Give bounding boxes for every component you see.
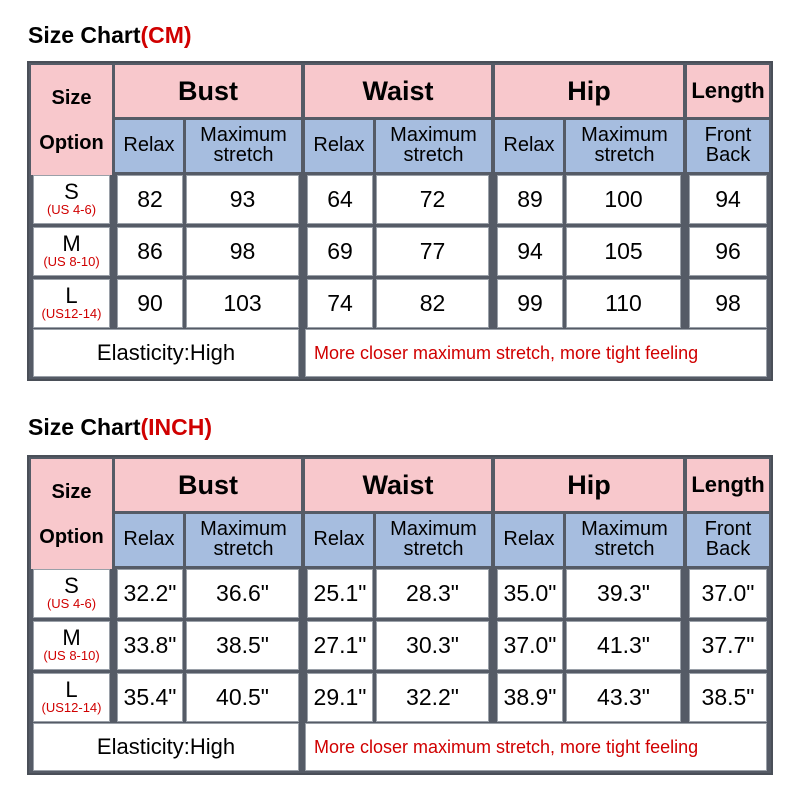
table-cell: 103 [186, 279, 299, 328]
size-header-label: Size [51, 480, 92, 503]
us-size: (US 8-10) [43, 254, 100, 270]
bust-relax-header: Relax [115, 120, 183, 172]
table-cell: 86 [117, 227, 183, 276]
table-cell: 35.0" [497, 569, 563, 618]
max-line1: Maximum [200, 124, 287, 147]
bust-max-header [186, 120, 301, 172]
table-cell: 38.9" [497, 673, 563, 722]
elasticity-label: Elasticity:High [33, 329, 299, 377]
waist-relax-header: Relax [305, 120, 373, 172]
stretch-note: More closer maximum stretch, more tight feeling [305, 723, 767, 771]
chart-title-text: Size Chart [28, 414, 141, 440]
max-line2: stretch [594, 144, 655, 166]
length-front-back-header [687, 120, 769, 172]
max-line2: stretch [403, 538, 464, 560]
hip-max-header [566, 514, 683, 566]
table-cell: 96 [689, 227, 767, 276]
table-cell: 36.6" [186, 569, 299, 618]
table-cell: 99 [497, 279, 563, 328]
max-line2: stretch [213, 144, 274, 166]
table-cell: 110 [566, 279, 681, 328]
waist-max-header [376, 120, 491, 172]
table-cell: 90 [117, 279, 183, 328]
max-line1: Maximum [200, 518, 287, 541]
table-cell: 28.3" [376, 569, 489, 618]
table-cell: 94 [689, 175, 767, 224]
front-label: Front [704, 518, 752, 541]
max-line1: Maximum [390, 124, 477, 147]
size-table-cm [27, 61, 773, 381]
hip-relax-header: Relax [495, 120, 563, 172]
back-label: Back [705, 538, 751, 560]
max-line2: stretch [213, 538, 274, 560]
max-line2: stretch [403, 144, 464, 166]
table-cell: 82 [376, 279, 489, 328]
table-cell: 89 [497, 175, 563, 224]
table-cell: 64 [307, 175, 373, 224]
size-table-inch [27, 455, 773, 775]
hip-max-header [566, 120, 683, 172]
us-size: (US 4-6) [46, 596, 97, 612]
max-line1: Maximum [581, 124, 668, 147]
size-header-label: Size [51, 86, 92, 109]
bust-header: Bust [115, 459, 301, 511]
bust-max-header [186, 514, 301, 566]
hip-relax-header: Relax [495, 514, 563, 566]
table-cell: 38.5" [186, 621, 299, 670]
max-line2: stretch [594, 538, 655, 560]
us-size: (US12-14) [41, 306, 102, 322]
hip-header: Hip [495, 65, 683, 117]
table-cell: 27.1" [307, 621, 373, 670]
back-label: Back [705, 144, 751, 166]
table-cell: 37.0" [497, 621, 563, 670]
table-cell: 98 [689, 279, 767, 328]
table-cell: 40.5" [186, 673, 299, 722]
table-cell: 32.2" [117, 569, 183, 618]
size-option-header [31, 459, 112, 569]
table-cell: 69 [307, 227, 373, 276]
table-cell: 38.5" [689, 673, 767, 722]
table-cell: 33.8" [117, 621, 183, 670]
size-letter: M [62, 231, 81, 257]
table-cell: 35.4" [117, 673, 183, 722]
stretch-note: More closer maximum stretch, more tight feeling [305, 329, 767, 377]
table-cell: 29.1" [307, 673, 373, 722]
table-cell: 37.0" [689, 569, 767, 618]
table-cell: 105 [566, 227, 681, 276]
size-cell-m [33, 227, 110, 276]
max-line1: Maximum [581, 518, 668, 541]
bust-relax-header: Relax [115, 514, 183, 566]
table-cell: 43.3" [566, 673, 681, 722]
waist-max-header [376, 514, 491, 566]
length-header: Length [687, 65, 769, 117]
bust-header: Bust [115, 65, 301, 117]
length-front-back-header [687, 514, 769, 566]
table-cell: 30.3" [376, 621, 489, 670]
waist-relax-header: Relax [305, 514, 373, 566]
waist-header: Waist [305, 459, 491, 511]
size-cell-m [33, 621, 110, 670]
size-cell-s [33, 569, 110, 618]
size-letter: S [64, 179, 79, 205]
us-size: (US12-14) [41, 700, 102, 716]
option-header-label: Option [39, 525, 104, 548]
table-cell: 94 [497, 227, 563, 276]
size-letter: L [65, 677, 78, 703]
table-cell: 41.3" [566, 621, 681, 670]
max-line1: Maximum [390, 518, 477, 541]
table-cell: 32.2" [376, 673, 489, 722]
chart-unit-label: (CM) [140, 22, 192, 48]
size-cell-l [33, 279, 110, 328]
table-cell: 93 [186, 175, 299, 224]
table-cell: 82 [117, 175, 183, 224]
table-cell: 39.3" [566, 569, 681, 618]
table-cell: 37.7" [689, 621, 767, 670]
length-header: Length [687, 459, 769, 511]
waist-header: Waist [305, 65, 491, 117]
table-cell: 72 [376, 175, 489, 224]
size-option-header [31, 65, 112, 175]
table-cell: 77 [376, 227, 489, 276]
us-size: (US 4-6) [46, 202, 97, 218]
size-cell-l [33, 673, 110, 722]
table-cell: 100 [566, 175, 681, 224]
table-cell: 98 [186, 227, 299, 276]
table-cell: 25.1" [307, 569, 373, 618]
size-letter: L [65, 283, 78, 309]
us-size: (US 8-10) [43, 648, 100, 664]
size-letter: M [62, 625, 81, 651]
hip-header: Hip [495, 459, 683, 511]
size-letter: S [64, 573, 79, 599]
size-cell-s [33, 175, 110, 224]
elasticity-label: Elasticity:High [33, 723, 299, 771]
table-cell: 74 [307, 279, 373, 328]
chart-unit-label: (INCH) [140, 414, 213, 440]
chart-title-inch [28, 414, 212, 441]
option-header-label: Option [39, 131, 104, 154]
front-label: Front [704, 124, 752, 147]
chart-title-cm [28, 22, 192, 49]
chart-title-text: Size Chart [28, 22, 141, 48]
